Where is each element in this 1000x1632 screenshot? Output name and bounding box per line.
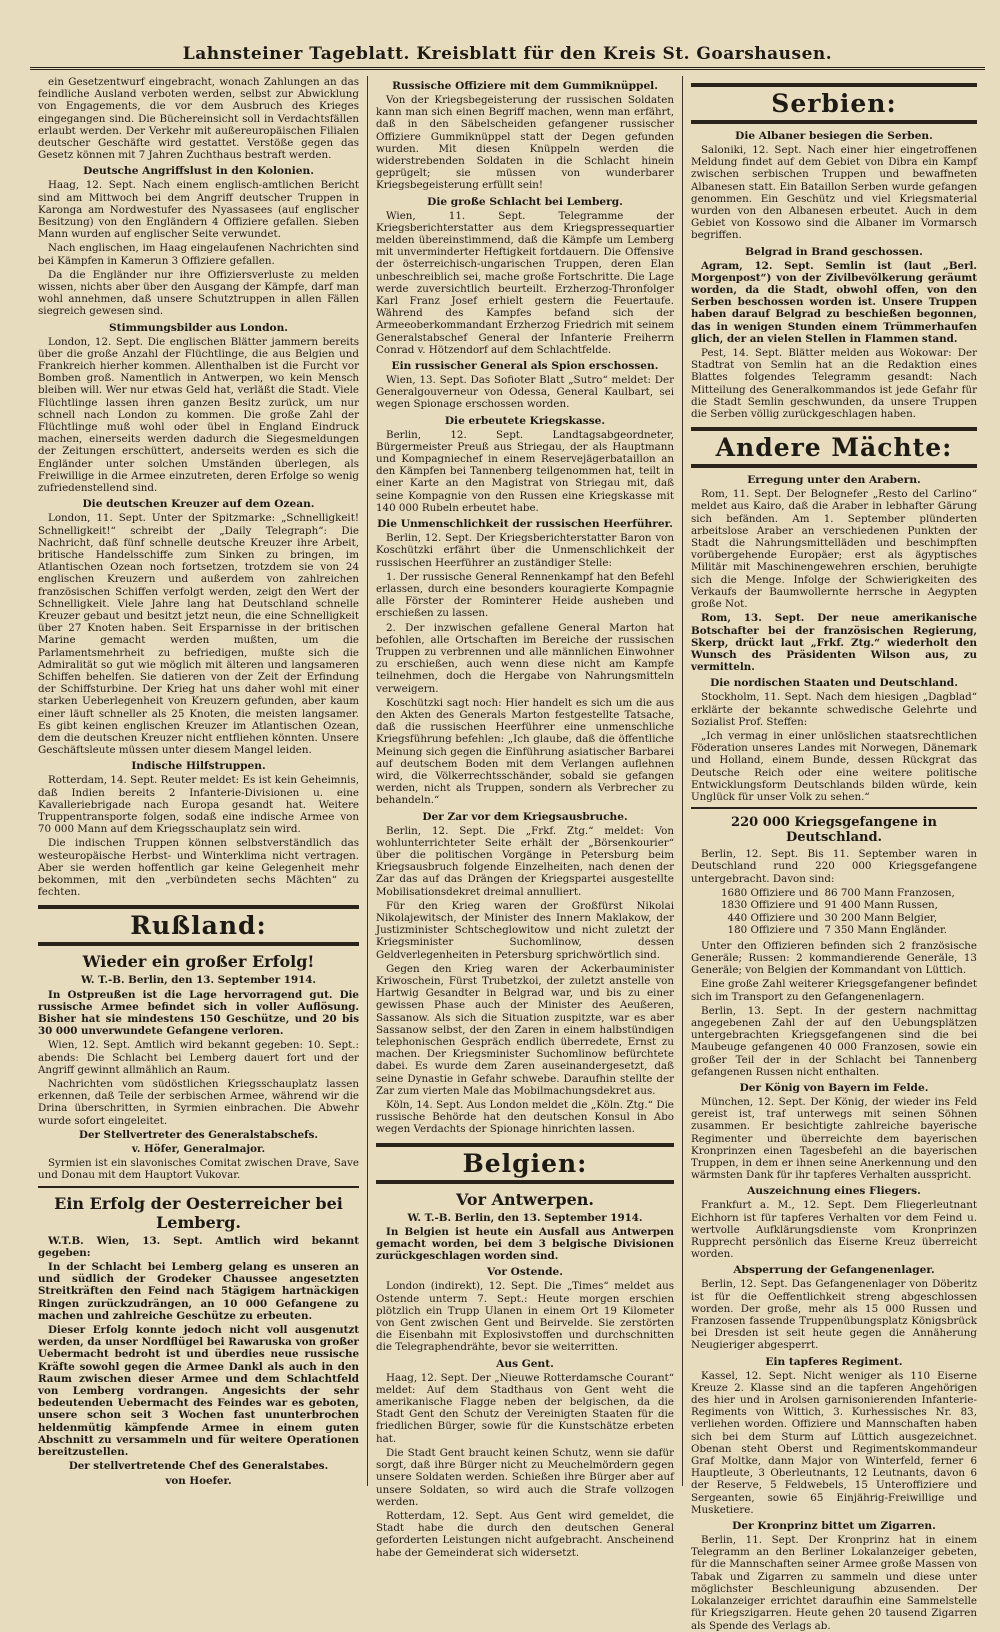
article-heading: Ein russischer General als Spion erschossen. <box>391 360 659 373</box>
article-paragraph: Von der Kriegsbegeisterung der russischen Soldaten kann man sich einen Begriff machen, wenn man erfährt, daß in den Säbelscheiden gefangener russischer Offiziere Gummiknüppel statt der Degen gefunden wurden. Mit diesen Knüppeln werden die widerstrebenden Soldaten in die Schlacht hinein geprügelt; sie müssen von wunderbarer Kriegsbegeisterung erfüllt sein! <box>376 94 674 192</box>
table-cell: 7 350 Mann Engländer. <box>824 924 948 937</box>
article-paragraph: Unter den Offizieren befinden sich 2 französische Generäle; Russen: 2 kommandierende Generäle, 13 Generäle; von Belgien der Kommandant von Lüttich. <box>691 939 977 977</box>
article-heading: Russische Offiziere mit dem Gummiknüppel. <box>392 80 658 92</box>
table-row <box>721 899 961 912</box>
article-paragraph: Kassel, 12. Sept. Nicht weniger als 110 Eiserne Kreuze 2. Klasse sind an die tapferen Angehörigen des hier und in Arolsen garnisonierenden Infanterie-Regiments von Wittich, 3. Kurhessisches Nr. 83, verliehen worden. Offiziere und Mannschaften haben sich bei dem Sturm auf Lüttich ausgezeichnet. Obenan steht Oberst und Regimentskommandeur Graf Moltke, dann Major von Winterfeld, ferner 6 Hauptleute, 3 Oberleutnants, 12 Leutnants, davon 6 der Reserve, 5 Feldwebels, 15 Unteroffiziere und Sergeanten, sowie 65 Einjährig-Freiwillige und Musketiere. <box>691 1369 977 1516</box>
article-paragraph: Die Stadt Gent braucht keinen Schutz, wenn sie dafür sorgt, daß ihre Bürger nicht zu Meuchelmördern gegen unsere Soldaten werden. Schießen ihre Bürger aber auf unsere Soldaten, so wird auch die Strafe vollzogen werden. <box>376 1446 674 1508</box>
signature: von Hoefer. <box>165 1474 232 1487</box>
article-paragraph: Köln, 14. Sept. Aus London meldet die „Köln. Ztg.“ Die russische Behörde hat den deutschen Konsul in Abo wegen Verdachts der Spionage hinrichten lassen. <box>376 1099 674 1136</box>
article-paragraph: Da die Engländer nur ihre Offiziersverluste zu melden wissen, nichts aber über den Ausgang der Kämpfe, darf man wohl annehmen, daß unsere Schutztruppen in allen Fällen siegreich gewesen sind. <box>38 268 359 318</box>
article-heading: Der Zar vor dem Kriegsausbruche. <box>422 810 628 823</box>
article-paragraph: London, 11. Sept. Unter der Spitzmarke: „Schnelligkeit! Schnelligkeit!“ schreibt der „Daily Telegraph“: Die Nachricht, daß fünf schnelle deutsche Kreuzer ihre Arbeit, britische Handelsschiffe zum Sinken zu bringen, im Atlantischen Ozean noch fortsetzen, trotzdem sie von 24 englischen Kreuzern und außerdem von zahlreichen französischen Schiffen verfolgt werden, zeigt den Wert der Schnelligkeit. Viele Jahre lang hat Deutschland schnelle Kreuzer gebaut und besitzt jetzt neun, die eine Schnelligkeit über 27 Knoten haben. Seit Ersparnisse in der britischen Marine gemacht werden mußten, um die Parlamentsmehrheit zu befriedigen, mußte sich die Admiralität so gut wie möglich mit älteren und langsameren Schiffen behelfen. Sie datieren von der Zeit der Erfindung der Schiffsturbine. Der Krieg hat uns daher wohl mit einer starken Ueberlegenheit von Kreuzern gefunden, aber kaum einer läuft schneller als 25 Knoten, die meisten langsamer. Es gibt keinen englischen Kreuzer im Atlantischen Ozean, dem die deutschen Kreuzer nicht entfliehen könnten. Unsere Geschäftsleute müssen unter diesem Mangel leiden. <box>38 512 359 757</box>
article-paragraph: In Ostpreußen ist die Lage hervorragend gut. Die russische Armee befindet sich in voller Auflösung. Bisher hat sie mindestens 150 Geschütze, und 20 bis 30 000 unverwundete Gefangene verloren. <box>38 988 359 1038</box>
dateline: W. T.-B. Berlin, den 13. September 1914. <box>407 1211 643 1224</box>
column-3 <box>683 76 985 1632</box>
table-cell: 30 200 Mann Belgier, <box>824 911 938 924</box>
article-paragraph: Nachrichten vom südöstlichen Kriegsschauplatz lassen erkennen, daß Teile der serbischen Armee, während wir die Drina überschritten, in Syrmien einbrachen. Die Abwehr wurde sofort eingeleitet. <box>38 1078 359 1127</box>
article-paragraph: Berlin, 13. Sept. In der gestern nachmittag angegebenen Zahl der auf den Uebungsplätzen untergebrachten Kriegsgefangenen sind die bei Maubeuge gefangenen 40 000 Franzosen, sowie ein großer Teil der in der Schlacht bei Tannenberg gefangenen Russen nicht enthalten. <box>691 1004 977 1078</box>
article-paragraph: Frankfurt a. M., 12. Sept. Dem Fliegerleutnant Eichhorn ist für tapferes Verhalten vor dem Feind u. wertvolle Aufklärungsdienste vom Kronprinzen Rupprecht persönlich das Eiserne Kreuz überreicht worden. <box>691 1199 977 1261</box>
article-paragraph: „Ich vermag in einer unlöslichen staatsrechtlichen Föderation unseres Landes mit Norwegen, Dänemark und Holland, einem Bunde, dessen Rückgrat das Deutsche Reich oder eine weitere politische Entwicklungsform Deutschlands bilden würde, kein Unglück für unser Volk zu sehen.“ <box>691 729 977 803</box>
article-paragraph: In Belgien ist heute ein Ausfall aus Antwerpen gemacht worden, bei dem 3 belgische Divisionen zurückgeschlagen worden sind. <box>376 1225 674 1263</box>
article-paragraph: Die indischen Truppen können selbstverständlich das westeuropäische Herbst- und Winterklima nicht vertragen. Aber sie werden hoffentlich gar keine Gelegenheit mehr bekommen, mit den „verbündeten sechs Mächten“ zu fechten. <box>38 837 359 899</box>
headline: Vor Antwerpen. <box>455 1189 594 1209</box>
section-header-serbien: Serbien: <box>691 83 977 124</box>
article-paragraph: 2. Der inzwischen gefallene General Marton hat befohlen, alle Ortschaften im Bereiche der russischen Truppen zu verbrennen und alle männlichen Einwohner zu erschießen, auch wenn diese nicht am Kampfe teilnehmen, doch die Hergabe von Nahrungsmitteln verweigern. <box>376 621 674 695</box>
table-cell: 86 700 Mann Franzosen, <box>824 886 955 899</box>
article-paragraph: Saloniki, 12. Sept. Nach einer hier eingetroffenen Meldung findet auf dem Gebiet von Dibra ein Kampf zwischen serbischen Truppen und bewaffneten Albanesen statt. Ein Bataillon Serben wurde gefangen genommen. Ein Geschütz und viel Kriegsmaterial wurden von den Albanesen erbeutet. Auch in dem Gebiet von Kossowo sind die Albaner im Vormarsch begriffen. <box>691 144 977 242</box>
masthead: Lahnsteiner Tageblatt. Kreisblatt für den Kreis St. Goarshausen. <box>30 40 985 70</box>
article-heading: Deutsche Angriffslust in den Kolonien. <box>83 165 314 178</box>
article-paragraph: ein Gesetzentwurf eingebracht, wonach Zahlungen an das feindliche Ausland verboten werden, selbst zur Abwicklung von Engagements, die vor dem Ausbruch des Krieges eingegangen sind. Die Büchereinsicht soll in Verdachtsfällen erlaubt werden. Der Verkehr mit außereuropäischen Filialen deutscher Geschäfte wird gestattet. Verstöße gegen das Gesetz können mit 7 Jahren Zuchthaus bestraft werden. <box>38 76 359 162</box>
article-paragraph: Berlin, 12. Sept. Die „Frkf. Ztg.“ meldet: Von wohlunterrichteter Seite erhält der „Börsenkourier“ über die politischen Vorgänge in Petersburg beim Kriegsausbruch folgende Einzelheiten, nach denen der Zar das auf das Drängen der Kriegspartei ausgestellte Mobilisationsdekret dreimal annulliert. <box>376 824 674 898</box>
article-paragraph: Berlin, 11. Sept. Der Kronprinz hat in einem Telegramm an den Berliner Lokalanzeiger gebeten, für die Mannschaften seiner Armee große Massen von Tabak und Zigarren zu sammeln und diese unter möglichster Beschleunigung abzusenden. Der Lokalanzeiger errichtet daraufhin eine Sammelstelle für Kriegszigarren. Heute gehen 20 tausend Zigarren als Spende des Verlags ab. <box>691 1534 977 1632</box>
table-row <box>721 924 961 937</box>
article-heading: Absperrung der Gefangenenlager. <box>733 1264 935 1277</box>
article-heading: Die nordischen Staaten und Deutschland. <box>710 677 958 690</box>
article-heading: Ein tapferes Regiment. <box>765 1355 903 1368</box>
dateline: W.T.B. Wien, 13. Sept. Amtlich wird bekannt gegeben: <box>38 1234 359 1259</box>
article-paragraph: Koschützki sagt noch: Hier handelt es sich um die aus den Akten des Generals Marton festgestellte Tatsache, daß die russischen Heerführer eine unmenschliche Kriegsführung befehlen: „Ich glaube, daß die öffentliche Meinung sich gegen die Einführung asiatischer Barbarei auf deutschem Boden mit dem Verlangen auflehnen wird, die Völkerrechtsschänder, sobald sie gefangen werden, nicht als Truppen, sondern als Verbrecher zu behandeln.“ <box>376 696 674 807</box>
article-paragraph: Berlin, 12. Sept. Landtagsabgeordneter, Bürgermeister Preuß aus Striegau, der als Hauptmann und Kompagniechef in einem Reservejägerbataillon an den Kämpfen bei Tannenberg teilgenommen hat, teilt in einer Karte an den Magistrat von Striegau mit, daß seine Kompagnie von den Russen eine Kriegskasse mit 140 000 Rubeln erbeutet habe. <box>376 428 674 514</box>
column-1 <box>30 76 368 1486</box>
headline: Ein Erfolg der Oesterreicher bei Lemberg. <box>54 1193 343 1232</box>
article-paragraph: Berlin, 12. Sept. Der Kriegsberichterstatter Baron von Koschützki erfährt über die Unmenschlichkeit der russischen Heerführer an zuständiger Stelle: <box>376 532 674 569</box>
section-header-russland: Rußland: <box>38 905 359 946</box>
article-heading: Die erbeutete Kriegskasse. <box>444 414 606 427</box>
columns <box>30 76 985 1632</box>
headline: 220 000 Kriegsgefangene in Deutschland. <box>731 815 937 846</box>
article-paragraph: Berlin, 12. Sept. Bis 11. September waren in Deutschland rund 220 000 Kriegsgefangene untergebracht. Davon sind: <box>691 848 977 885</box>
article-paragraph: Eine große Zahl weiterer Kriegsgefangener befindet sich im Transport zu den Gefangenenlagern. <box>691 978 977 1003</box>
table-cell: 91 400 Mann Russen, <box>824 899 938 912</box>
article-paragraph: Für den Krieg waren der Großfürst Nikolai Nikolajewitsch, der Minister des Innern Maklakow, der Justizminister Schtscheglowitow und nicht zuletzt der Kriegsminister Suchomlinow, dessen Geldverlegenheiten in Petersburg sprichwörtlich sind. <box>376 899 674 961</box>
article-heading: Auszeichnung eines Fliegers. <box>747 1185 921 1198</box>
article-heading: Der König von Bayern im Felde. <box>739 1081 929 1094</box>
article-paragraph: Haag, 12. Sept. Der „Nieuwe Rotterdamsche Courant“ meldet: Auf dem Stadthaus von Gent weht die amerikanische Flagge neben der belgischen, da die Stadt Gent den Schutz der Vereinigten Staaten für die friedlichen Bürger, sowie für die Kunstschätze erbeten hat. <box>376 1371 674 1445</box>
table-cell: 1680 Offiziere und <box>721 886 819 899</box>
article-paragraph: Stockholm, 11. Sept. Nach dem hiesigen „Dagblad“ erklärte der bekannte schwedische Gelehrte und Sozialist Prof. Steffen: <box>691 691 977 728</box>
article-paragraph: Pest, 14. Sept. Blätter melden aus Wokowar: Der Stadtrat von Semlin hat an die Redaktion eines Blattes folgendes Telegramm gesandt: Nach Mitteilung des Generalkommandos ist jede Gefahr für die Stadt Semlin geschwunden, da unsere Truppen die Serben völlig zurückgeschlagen haben. <box>691 347 977 421</box>
table-row <box>721 912 961 925</box>
table-row <box>721 887 961 900</box>
newspaper-page <box>30 40 985 1632</box>
divider <box>38 1186 359 1188</box>
article-heading: Die Albaner besiegen die Serben. <box>735 130 933 142</box>
article-paragraph: Rom, 11. Sept. Der Belognefer „Resto del Carlino“ meldet aus Kairo, daß die Araber in lebhafter Gärung sich befänden. Am 1. September plünderten arbeitslose Araber an verschiedenen Punkten der Stadt die Nahrungsmittelläden und beschimpften vorübergehende Europäer; erst als ägyptisches Militär mit Maschinengewehren erschien, beruhigte sich die Menge. Infolge der Schwierigkeiten des Verkaufs der Baumwollernte herrsche in Aegypten große Not. <box>691 488 977 611</box>
signature: v. Höfer, Generalmajor. <box>131 1143 266 1156</box>
article-paragraph: Agram, 12. Sept. Semlin ist (laut „Berl. Morgenpost“) von der Zivilbevölkerung geräumt worden, da die Stadt, obwohl offen, von den Serben beschossen worden ist. Unsere Truppen haben darauf Belgrad zu beschießen begonnen, das in wenigen Stunden einem Trümmerhaufen glich, der an vielen Stellen in Flammen stand. <box>691 259 977 345</box>
section-header-belgien: Belgien: <box>376 1143 674 1184</box>
article-paragraph: London, 12. Sept. Die englischen Blätter jammern bereits über die große Anzahl der Flüchtlinge, die aus Belgien und Frankreich hierher kommen. Allenthalben ist die Furcht vor Bomben groß. Namentlich in Antwerpen, wo kein Mensch bleiben will. Wer nur etwas Geld hat, verläßt die Stadt. Viele Flüchtlinge lassen ihren ganzen Besitz zurück, um nur schnell nach London zu kommen. Die große Zahl der Flüchtlinge muß wohl oder übel in England Eindruck machen, einerseits werden dadurch die Siegesmeldungen der Zeitungen erschüttert, anderseits werden es sich die Engländer unter solchen Umständen überlegen, als Freiwillige in die Armee einzutreten, deren Erfolge so wenig zufriedenstellend sind. <box>38 335 359 495</box>
table-cell: 1830 Offiziere und <box>721 899 819 912</box>
article-heading: Die Unmenschlichkeit der russischen Heerführer. <box>377 518 673 531</box>
dateline: W. T.-B. Berlin, den 13. September 1914. <box>80 974 317 987</box>
article-heading: Stimmungsbilder aus London. <box>109 321 288 334</box>
divider <box>691 807 977 809</box>
table-cell: 180 Offiziere und <box>727 924 819 937</box>
article-paragraph: Wien, 11. Sept. Telegramme der Kriegsberichterstatter aus dem Kriegspressequartier melden übereinstimmend, daß die Kämpfe um Lemberg mit unverminderter Heftigkeit fortdauern. Die Offensive der österreichisch-ungarischen Truppen, deren Elan unbeschreiblich sei, mache große Fortschritte. Die Lage werde zuversichtlich beurteilt. Erzherzog-Thronfolger Karl Franz Josef erhielt gestern die Feuertaufe. Während des Kampfes befand sich der Armeeoberkommandant Erzherzog Friedrich mit seinem Generalstabschef General der Infanterie Freiherrn Conrad v. Hötzendorf auf dem Schlachtfelde. <box>376 209 674 356</box>
prisoner-table <box>721 887 961 937</box>
table-cell: 440 Offiziere und <box>727 911 819 924</box>
article-paragraph: Dieser Erfolg konnte jedoch nicht voll ausgenutzt werden, da unser Nordflügel bei Rawaruska von großer Uebermacht bedroht ist und überdies neue russische Kräfte sowohl gegen die Armee Dankl als auch in den Raum zwischen dieser Armee und dem Schlachtfeld von Lemberg vordrangen. Angesichts der sehr bedeutenden Uebermacht des Feindes war es geboten, unsere schon seit 3 Wochen fast ununterbrochen heldenmütig kämpfende Armee in einem guten Abschnitt zu versammeln und für weitere Operationen bereitzustellen. <box>38 1324 359 1459</box>
article-paragraph: In der Schlacht bei Lemberg gelang es unseren an und südlich der Grodeker Chaussee angesetzten Streitkräften den Feind nach 5tägigem hartnäckigen Ringen zurückzudrängen, an 10 000 Gefangene zu machen und zahlreiche Geschütze zu erbeuten. <box>38 1261 359 1322</box>
section-header-andere-maechte: Andere Mächte: <box>691 427 977 468</box>
article-paragraph: Rotterdam, 12. Sept. Aus Gent wird gemeldet, die Stadt habe die durch den deutschen General geforderten Leistungen nicht aufgebracht. Anscheinend habe der Gemeinderat sich widersetzt. <box>376 1509 674 1559</box>
article-paragraph: Berlin, 12. Sept. Das Gefangenenlager von Döberitz ist für die Oeffentlichkeit streng abgeschlossen worden. Der große, mehr als 15 000 Russen und Franzosen fassende Truppenübungsplatz Königsbrück bei Dresden ist seit heute gegen die Annäherung Neugieriger abgesperrt. <box>691 1278 977 1352</box>
article-heading: Belgrad in Brand geschossen. <box>745 245 923 258</box>
article-heading: Aus Gent. <box>496 1357 554 1370</box>
article-heading: Die große Schlacht bei Lemberg. <box>427 195 623 208</box>
article-paragraph: Wien, 13. Sept. Das Sofioter Blatt „Sutro“ meldet: Der Generalgouverneur von Odessa, General Kaulbart, sei wegen Spionage erschossen worden. <box>376 374 674 411</box>
article-paragraph: Syrmien ist ein slavonisches Comitat zwischen Drave, Save und Donau mit dem Hauptort Vukovar. <box>38 1157 359 1182</box>
article-paragraph: Nach englischen, im Haag eingelaufenen Nachrichten sind bei Kämpfen in Kamerun 3 Offiziere gefallen. <box>38 242 359 267</box>
article-heading: Vor Ostende. <box>487 1266 563 1279</box>
signature: Der Stellvertreter des Generalstabschefs. <box>79 1128 318 1141</box>
article-paragraph: München, 12. Sept. Der König, der wieder ins Feld gereist ist, traf unterwegs mit seinen Söhnen zusammen. Er besichtigte zahlreiche bayerische Regimenter und überreichte dem bayerischen Kronprinzen einen Tagesbefehl an die bayerischen Truppen, in dem er ihnen seine Anerkennung und den wärmsten Dank für ihr tapferes Verhalten ausspricht. <box>691 1095 977 1182</box>
article-paragraph: Haag, 12. Sept. Nach einem englisch-amtlichen Bericht sind am Mittwoch bei dem Angriff deutscher Truppen in Karonga am Nordwestufer des Nyassasees (auf englischer Besitzung) von den Engländern 4 Offiziere gefallen. Sieben Mann wurden auf englischer Seite verwundet. <box>38 179 359 241</box>
article-paragraph: Rom, 13. Sept. Der neue amerikanische Botschafter bei der französischen Regierung, Skerp, drückt laut „Frkf. Ztg.“ wiederholt den Wunsch des Präsidenten Wilson aus, zu vermitteln. <box>691 612 977 674</box>
article-paragraph: Gegen den Krieg waren der Ackerbauminister Kriwoschein, Fürst Trubetzkoi, der zuletzt anstelle von Hartwig Gesandter in Belgrad war, und bis zu einer gewissen Phase auch der Minister des Aeußeren, Sassanow. Als sich die Situation zuspitzte, war es aber Sassanow selbst, der den Zaren in einem halbstündigen telephonischen Gespräch endlich überredete, Ernst zu machen. Der Kriegsminister Suchomlinow befürchtete dabei. Es wurde dem Zaren auseinandergesetzt, daß seine Dynastie in Gefahr schwebe. Daraufhin stellte der Zar zum vierten Male das Mobilmachungsdekret aus. <box>376 962 674 1097</box>
article-paragraph: Wien, 12. Sept. Amtlich wird bekannt gegeben: 10. Sept.: abends: Die Schlacht bei Lemberg dauert fort und der Angriff gewinnt allmählich an Raum. <box>38 1039 359 1076</box>
column-2 <box>368 76 683 1559</box>
signature: Der stellvertretende Chef des Generalstabes. <box>68 1460 329 1473</box>
article-heading: Erregung unter den Arabern. <box>747 474 921 487</box>
article-heading: Indische Hilfstruppen. <box>131 760 266 773</box>
article-paragraph: Rotterdam, 14. Sept. Reuter meldet: Es ist kein Geheimnis, daß Indien bereits 2 Infanterie-Divisionen u. eine Kavalleriebrigade nach Europa gesandt hat. Weitere Truppentransporte folgen, sodaß eine indische Armee von 70 000 Mann auf dem Kriegsschauplatz sein wird. <box>38 774 359 836</box>
headline: Wieder ein großer Erfolg! <box>82 952 315 972</box>
article-heading: Die deutschen Kreuzer auf dem Ozean. <box>82 498 315 511</box>
article-heading: Der Kronprinz bittet um Zigarren. <box>732 1520 936 1533</box>
article-paragraph: London (indirekt), 12. Sept. Die „Times“ meldet aus Ostende unterm 7. Sept.: Heute morgen erschien plötzlich ein Trupp Ulanen in einem Ort 19 Kilometer von Gent zwischen Gent und Beirvelde. Sie zerstörten die Eisenbahn mit Explosivstoffen und durchschnitten die Telegraphendrähte, bevor sie weiterritten. <box>376 1280 674 1354</box>
article-paragraph: 1. Der russische General Rennenkampf hat den Befehl erlassen, durch eine besonders kouragierte Kompagnie alle Förster der Rominterer Heide ausheben und erschießen zu lassen. <box>376 570 674 620</box>
